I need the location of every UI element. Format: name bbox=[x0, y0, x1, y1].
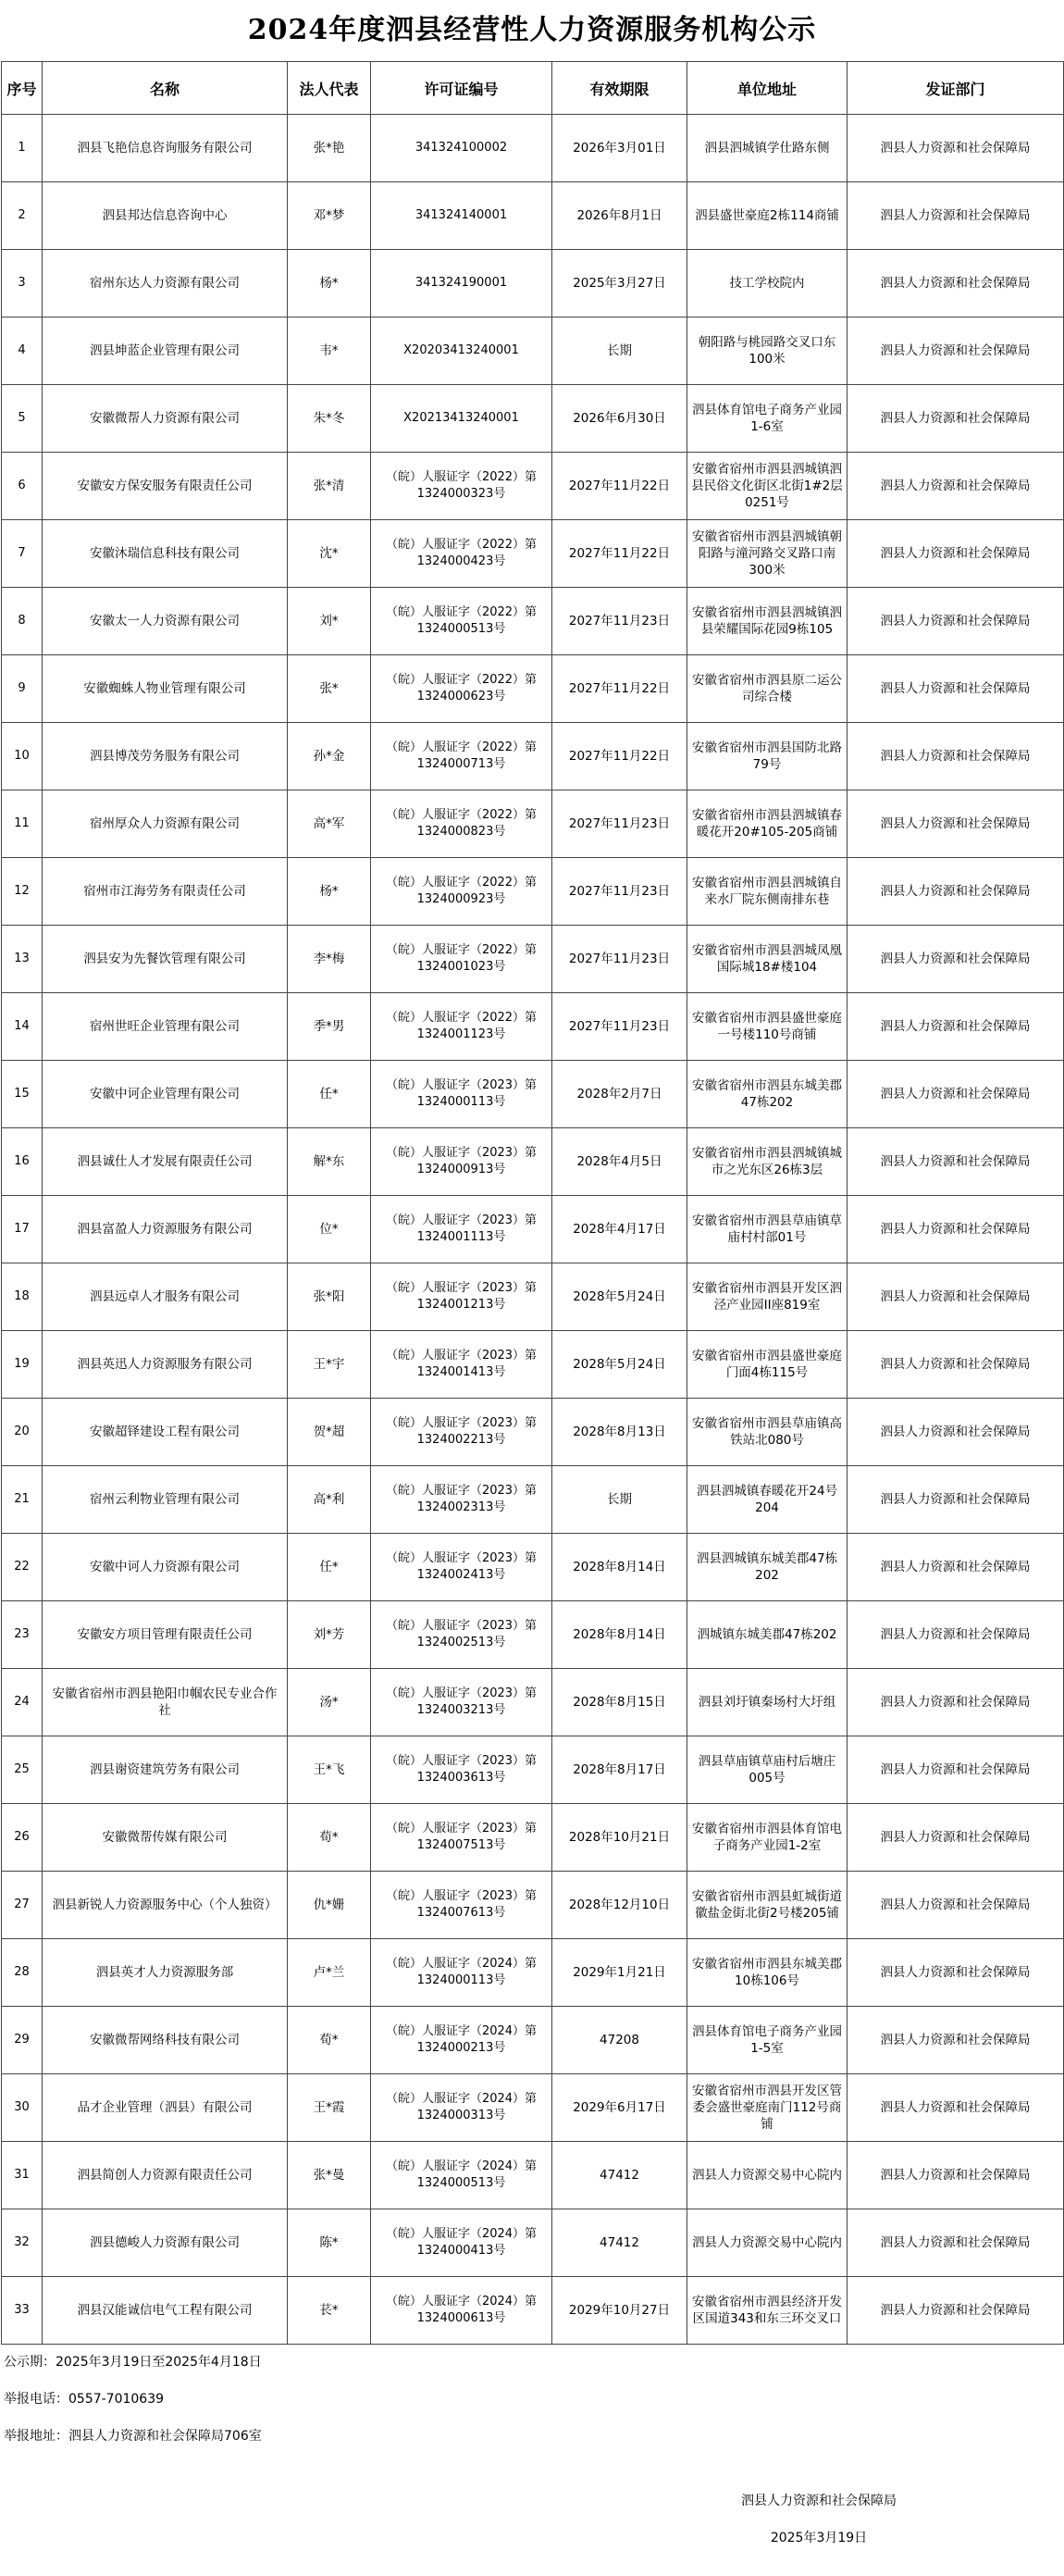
cell-index: 16 bbox=[2, 1128, 43, 1196]
cell-index: 18 bbox=[2, 1263, 43, 1331]
cell-license: （皖）人服证字（2022）第1324001123号 bbox=[371, 993, 552, 1061]
cell-legal-rep: 解*东 bbox=[288, 1128, 371, 1196]
agency-table bbox=[1, 61, 1064, 2345]
cell-validity: 2027年11月23日 bbox=[552, 858, 687, 926]
cell-validity: 2027年11月22日 bbox=[552, 520, 687, 588]
cell-issuer: 泗县人力资源和社会保障局 bbox=[847, 1872, 1064, 1939]
cell-validity: 2027年11月23日 bbox=[552, 926, 687, 993]
cell-name: 安徽沐瑞信息科技有限公司 bbox=[43, 520, 288, 588]
header-legal-rep: 法人代表 bbox=[288, 62, 371, 115]
cell-issuer: 泗县人力资源和社会保障局 bbox=[847, 723, 1064, 790]
cell-validity: 2028年5月24日 bbox=[552, 1263, 687, 1331]
cell-legal-rep: 汤* bbox=[288, 1669, 371, 1736]
cell-issuer: 泗县人力资源和社会保障局 bbox=[847, 1331, 1064, 1399]
cell-address: 安徽省宿州市泗县泗城镇城市之光东区26栋3层 bbox=[687, 1128, 847, 1196]
cell-index: 5 bbox=[2, 385, 43, 453]
cell-legal-rep: 刘*芳 bbox=[288, 1601, 371, 1669]
cell-name: 安徽省宿州市泗县艳阳巾帼农民专业合作社 bbox=[43, 1669, 288, 1736]
cell-validity: 2028年8月15日 bbox=[552, 1669, 687, 1736]
cell-legal-rep: 荀* bbox=[288, 2007, 371, 2074]
cell-validity: 2028年2月7日 bbox=[552, 1061, 687, 1128]
cell-index: 3 bbox=[2, 250, 43, 317]
cell-license: （皖）人服证字（2023）第1324002413号 bbox=[371, 1534, 552, 1601]
header-address: 单位地址 bbox=[687, 62, 847, 115]
cell-legal-rep: 高*军 bbox=[288, 790, 371, 858]
cell-issuer: 泗县人力资源和社会保障局 bbox=[847, 1466, 1064, 1534]
signature-org: 泗县人力资源和社会保障局 bbox=[741, 2494, 897, 2508]
table-row bbox=[2, 1736, 1064, 1804]
cell-license: X20213413240001 bbox=[371, 385, 552, 453]
cell-name: 安徽超铎建设工程有限公司 bbox=[43, 1399, 288, 1466]
cell-name: 安徽微帮传媒有限公司 bbox=[43, 1804, 288, 1872]
cell-index: 27 bbox=[2, 1872, 43, 1939]
cell-legal-rep: 贺*超 bbox=[288, 1399, 371, 1466]
table-row bbox=[2, 1128, 1064, 1196]
header-validity: 有效期限 bbox=[552, 62, 687, 115]
cell-legal-rep: 杨* bbox=[288, 250, 371, 317]
cell-address: 安徽省宿州市泗县泗城镇泗县民俗文化街区北街1#2层0251号 bbox=[687, 453, 847, 520]
cell-issuer: 泗县人力资源和社会保障局 bbox=[847, 1939, 1064, 2007]
cell-legal-rep: 孙*金 bbox=[288, 723, 371, 790]
cell-validity: 2029年10月27日 bbox=[552, 2277, 687, 2345]
cell-issuer: 泗县人力资源和社会保障局 bbox=[847, 520, 1064, 588]
table-row bbox=[2, 1939, 1064, 2007]
cell-validity: 2029年1月21日 bbox=[552, 1939, 687, 2007]
table-row bbox=[2, 588, 1064, 655]
cell-address: 安徽省宿州市泗县经济开发区国道343和东三环交叉口 bbox=[687, 2277, 847, 2345]
cell-issuer: 泗县人力资源和社会保障局 bbox=[847, 1669, 1064, 1736]
cell-issuer: 泗县人力资源和社会保障局 bbox=[847, 115, 1064, 182]
cell-name: 泗县安为先餐饮管理有限公司 bbox=[43, 926, 288, 993]
cell-license: （皖）人服证字（2023）第1324000913号 bbox=[371, 1128, 552, 1196]
cell-name: 安徽安方项目管理有限责任公司 bbox=[43, 1601, 288, 1669]
cell-legal-rep: 陈* bbox=[288, 2209, 371, 2277]
cell-license: （皖）人服证字（2023）第1324001413号 bbox=[371, 1331, 552, 1399]
cell-address: 安徽省宿州市泗县草庙镇草庙村村部01号 bbox=[687, 1196, 847, 1263]
cell-license: （皖）人服证字（2024）第1324000113号 bbox=[371, 1939, 552, 2007]
cell-license: （皖）人服证字（2023）第1324003613号 bbox=[371, 1736, 552, 1804]
cell-legal-rep: 韦* bbox=[288, 317, 371, 385]
cell-issuer: 泗县人力资源和社会保障局 bbox=[847, 1196, 1064, 1263]
cell-legal-rep: 苌* bbox=[288, 2277, 371, 2345]
cell-legal-rep: 刘* bbox=[288, 588, 371, 655]
report-phone: 举报电话：0557-7010639 bbox=[4, 2392, 165, 2407]
cell-legal-rep: 朱*冬 bbox=[288, 385, 371, 453]
header-index: 序号 bbox=[2, 62, 43, 115]
cell-index: 15 bbox=[2, 1061, 43, 1128]
cell-address: 泗县刘圩镇秦场村大圩组 bbox=[687, 1669, 847, 1736]
cell-license: （皖）人服证字（2024）第1324000313号 bbox=[371, 2074, 552, 2142]
cell-validity: 长期 bbox=[552, 1466, 687, 1534]
table-row bbox=[2, 926, 1064, 993]
cell-legal-rep: 张*艳 bbox=[288, 115, 371, 182]
cell-address: 泗县人力资源交易中心院内 bbox=[687, 2142, 847, 2209]
cell-address: 泗县体育馆电子商务产业园1-5室 bbox=[687, 2007, 847, 2074]
cell-name: 泗县新锐人力资源服务中心（个人独资） bbox=[43, 1872, 288, 1939]
cell-validity: 2028年8月14日 bbox=[552, 1534, 687, 1601]
cell-legal-rep: 王*霞 bbox=[288, 2074, 371, 2142]
cell-validity: 2028年10月21日 bbox=[552, 1804, 687, 1872]
cell-index: 30 bbox=[2, 2074, 43, 2142]
table-row bbox=[2, 1872, 1064, 1939]
cell-index: 28 bbox=[2, 1939, 43, 2007]
cell-issuer: 泗县人力资源和社会保障局 bbox=[847, 2277, 1064, 2345]
cell-legal-rep: 荀* bbox=[288, 1804, 371, 1872]
table-row bbox=[2, 790, 1064, 858]
cell-validity: 2028年5月24日 bbox=[552, 1331, 687, 1399]
cell-issuer: 泗县人力资源和社会保障局 bbox=[847, 1804, 1064, 1872]
cell-validity: 2028年8月13日 bbox=[552, 1399, 687, 1466]
cell-address: 泗城镇东城美郡47栋202 bbox=[687, 1601, 847, 1669]
cell-license: （皖）人服证字（2024）第1324000513号 bbox=[371, 2142, 552, 2209]
cell-address: 安徽省宿州市泗县开发区管委会盛世豪庭南门112号商铺 bbox=[687, 2074, 847, 2142]
cell-name: 泗县坤蓝企业管理有限公司 bbox=[43, 317, 288, 385]
cell-name: 宿州世旺企业管理有限公司 bbox=[43, 993, 288, 1061]
cell-validity: 2027年11月22日 bbox=[552, 655, 687, 723]
cell-name: 泗县邦达信息咨询中心 bbox=[43, 182, 288, 250]
cell-issuer: 泗县人力资源和社会保障局 bbox=[847, 588, 1064, 655]
cell-legal-rep: 王*宇 bbox=[288, 1331, 371, 1399]
cell-license: （皖）人服证字（2022）第1324000823号 bbox=[371, 790, 552, 858]
cell-name: 泗县博茂劳务服务有限公司 bbox=[43, 723, 288, 790]
table-row bbox=[2, 1601, 1064, 1669]
cell-validity: 2027年11月23日 bbox=[552, 790, 687, 858]
cell-legal-rep: 张*阳 bbox=[288, 1263, 371, 1331]
table-row bbox=[2, 182, 1064, 250]
header-license: 许可证编号 bbox=[371, 62, 552, 115]
cell-legal-rep: 李*梅 bbox=[288, 926, 371, 993]
table-row bbox=[2, 1263, 1064, 1331]
cell-legal-rep: 高*利 bbox=[288, 1466, 371, 1534]
cell-license: （皖）人服证字（2022）第1324000423号 bbox=[371, 520, 552, 588]
cell-index: 22 bbox=[2, 1534, 43, 1601]
table-row bbox=[2, 250, 1064, 317]
cell-legal-rep: 邓*梦 bbox=[288, 182, 371, 250]
cell-validity: 2027年11月22日 bbox=[552, 723, 687, 790]
cell-index: 9 bbox=[2, 655, 43, 723]
cell-address: 泗县泗城镇春暖花开24号204 bbox=[687, 1466, 847, 1534]
cell-legal-rep: 王*飞 bbox=[288, 1736, 371, 1804]
cell-validity: 2027年11月23日 bbox=[552, 588, 687, 655]
cell-license: （皖）人服证字（2022）第1324000623号 bbox=[371, 655, 552, 723]
cell-license: （皖）人服证字（2024）第1324000213号 bbox=[371, 2007, 552, 2074]
cell-index: 26 bbox=[2, 1804, 43, 1872]
table-row bbox=[2, 520, 1064, 588]
cell-validity: 2026年8月1日 bbox=[552, 182, 687, 250]
table-row bbox=[2, 1466, 1064, 1534]
cell-issuer: 泗县人力资源和社会保障局 bbox=[847, 655, 1064, 723]
cell-name: 安徽中诃企业管理有限公司 bbox=[43, 1061, 288, 1128]
cell-index: 17 bbox=[2, 1196, 43, 1263]
cell-index: 7 bbox=[2, 520, 43, 588]
cell-address: 安徽省宿州市泗县泗城凤凰国际城18#楼104 bbox=[687, 926, 847, 993]
cell-name: 泗县德峻人力资源有限公司 bbox=[43, 2209, 288, 2277]
cell-address: 安徽省宿州市泗县虹城街道徽盐金街北街2号楼205铺 bbox=[687, 1872, 847, 1939]
cell-index: 12 bbox=[2, 858, 43, 926]
table-row bbox=[2, 858, 1064, 926]
cell-name: 泗县远卓人才服务有限公司 bbox=[43, 1263, 288, 1331]
table-row bbox=[2, 453, 1064, 520]
report-address: 举报地址：泗县人力资源和社会保障局706室 bbox=[4, 2429, 262, 2444]
table-row bbox=[2, 1534, 1064, 1601]
table-row bbox=[2, 1669, 1064, 1736]
cell-license: （皖）人服证字（2022）第1324000713号 bbox=[371, 723, 552, 790]
cell-address: 泗县体育馆电子商务产业园1-6室 bbox=[687, 385, 847, 453]
cell-license: （皖）人服证字（2023）第1324002313号 bbox=[371, 1466, 552, 1534]
cell-issuer: 泗县人力资源和社会保障局 bbox=[847, 317, 1064, 385]
cell-address: 泗县盛世豪庭2栋114商铺 bbox=[687, 182, 847, 250]
cell-license: （皖）人服证字（2023）第1324002213号 bbox=[371, 1399, 552, 1466]
page-title: 2024年度泗县经营性人力资源服务机构公示 bbox=[247, 14, 817, 46]
cell-license: （皖）人服证字（2023）第1324007613号 bbox=[371, 1872, 552, 1939]
cell-name: 安徽微帮人力资源有限公司 bbox=[43, 385, 288, 453]
table-row bbox=[2, 1399, 1064, 1466]
cell-address: 安徽省宿州市泗县泗城镇春暖花开20#105-205商铺 bbox=[687, 790, 847, 858]
cell-name: 安徽蜘蛛人物业管理有限公司 bbox=[43, 655, 288, 723]
cell-address: 技工学校院内 bbox=[687, 250, 847, 317]
cell-name: 泗县英才人力资源服务部 bbox=[43, 1939, 288, 2007]
cell-name: 泗县富盈人力资源服务有限公司 bbox=[43, 1196, 288, 1263]
cell-validity: 47208 bbox=[552, 2007, 687, 2074]
cell-license: 341324190001 bbox=[371, 250, 552, 317]
cell-index: 4 bbox=[2, 317, 43, 385]
cell-name: 泗县飞艳信息咨询服务有限公司 bbox=[43, 115, 288, 182]
cell-legal-rep: 张* bbox=[288, 655, 371, 723]
cell-legal-rep: 季*男 bbox=[288, 993, 371, 1061]
cell-validity: 2028年12月10日 bbox=[552, 1872, 687, 1939]
cell-index: 19 bbox=[2, 1331, 43, 1399]
cell-validity: 2028年8月14日 bbox=[552, 1601, 687, 1669]
cell-index: 14 bbox=[2, 993, 43, 1061]
cell-index: 10 bbox=[2, 723, 43, 790]
table-row bbox=[2, 2074, 1064, 2142]
header-issuer: 发证部门 bbox=[847, 62, 1064, 115]
cell-issuer: 泗县人力资源和社会保障局 bbox=[847, 2209, 1064, 2277]
cell-address: 安徽省宿州市泗县开发区泗泾产业园II座819室 bbox=[687, 1263, 847, 1331]
table-row bbox=[2, 2277, 1064, 2345]
cell-index: 1 bbox=[2, 115, 43, 182]
table-row bbox=[2, 317, 1064, 385]
cell-index: 24 bbox=[2, 1669, 43, 1736]
cell-issuer: 泗县人力资源和社会保障局 bbox=[847, 182, 1064, 250]
table-row bbox=[2, 2007, 1064, 2074]
cell-index: 25 bbox=[2, 1736, 43, 1804]
cell-name: 泗县英迅人力资源服务有限公司 bbox=[43, 1331, 288, 1399]
cell-address: 安徽省宿州市泗县原二运公司综合楼 bbox=[687, 655, 847, 723]
table-row bbox=[2, 993, 1064, 1061]
cell-index: 32 bbox=[2, 2209, 43, 2277]
cell-license: 341324140001 bbox=[371, 182, 552, 250]
cell-name: 品才企业管理（泗县）有限公司 bbox=[43, 2074, 288, 2142]
cell-legal-rep: 张*曼 bbox=[288, 2142, 371, 2209]
cell-address: 安徽省宿州市泗县盛世豪庭一号楼110号商铺 bbox=[687, 993, 847, 1061]
cell-index: 31 bbox=[2, 2142, 43, 2209]
cell-license: （皖）人服证字（2023）第1324002513号 bbox=[371, 1601, 552, 1669]
cell-validity: 2025年3月27日 bbox=[552, 250, 687, 317]
cell-name: 安徽安方保安服务有限责任公司 bbox=[43, 453, 288, 520]
cell-issuer: 泗县人力资源和社会保障局 bbox=[847, 453, 1064, 520]
cell-address: 泗县人力资源交易中心院内 bbox=[687, 2209, 847, 2277]
cell-address: 泗县泗城镇学仕路东侧 bbox=[687, 115, 847, 182]
table-row bbox=[2, 385, 1064, 453]
cell-address: 安徽省宿州市泗县泗城镇泗县荣耀国际花园9栋105 bbox=[687, 588, 847, 655]
cell-address: 安徽省宿州市泗县泗城镇朝阳路与潼河路交叉路口南300米 bbox=[687, 520, 847, 588]
cell-issuer: 泗县人力资源和社会保障局 bbox=[847, 926, 1064, 993]
cell-license: （皖）人服证字（2023）第1324001213号 bbox=[371, 1263, 552, 1331]
cell-validity: 2026年3月01日 bbox=[552, 115, 687, 182]
cell-name: 宿州厚众人力资源有限公司 bbox=[43, 790, 288, 858]
cell-validity: 47412 bbox=[552, 2142, 687, 2209]
cell-license: 341324100002 bbox=[371, 115, 552, 182]
table-row bbox=[2, 1061, 1064, 1128]
cell-legal-rep: 张*清 bbox=[288, 453, 371, 520]
cell-validity: 2028年4月5日 bbox=[552, 1128, 687, 1196]
table-row bbox=[2, 2209, 1064, 2277]
cell-index: 20 bbox=[2, 1399, 43, 1466]
cell-name: 安徽微帮网络科技有限公司 bbox=[43, 2007, 288, 2074]
table-row bbox=[2, 1331, 1064, 1399]
cell-license: （皖）人服证字（2024）第1324000413号 bbox=[371, 2209, 552, 2277]
cell-index: 6 bbox=[2, 453, 43, 520]
publicity-period: 公示期：2025年3月19日至2025年4月18日 bbox=[4, 2355, 262, 2370]
table-row bbox=[2, 115, 1064, 182]
cell-address: 朝阳路与桃园路交叉口东100米 bbox=[687, 317, 847, 385]
table-row bbox=[2, 1804, 1064, 1872]
cell-license: （皖）人服证字（2022）第1324001023号 bbox=[371, 926, 552, 993]
table-header bbox=[2, 62, 1064, 115]
cell-license: （皖）人服证字（2022）第1324000923号 bbox=[371, 858, 552, 926]
cell-validity: 2027年11月23日 bbox=[552, 993, 687, 1061]
cell-license: （皖）人服证字（2023）第1324007513号 bbox=[371, 1804, 552, 1872]
cell-name: 宿州东达人力资源有限公司 bbox=[43, 250, 288, 317]
cell-issuer: 泗县人力资源和社会保障局 bbox=[847, 1263, 1064, 1331]
cell-name: 宿州市江海劳务有限责任公司 bbox=[43, 858, 288, 926]
cell-license: （皖）人服证字（2022）第1324000513号 bbox=[371, 588, 552, 655]
cell-index: 33 bbox=[2, 2277, 43, 2345]
cell-address: 安徽省宿州市泗县东城美郡10栋106号 bbox=[687, 1939, 847, 2007]
cell-validity: 2028年4月17日 bbox=[552, 1196, 687, 1263]
cell-issuer: 泗县人力资源和社会保障局 bbox=[847, 858, 1064, 926]
cell-license: （皖）人服证字（2024）第1324000613号 bbox=[371, 2277, 552, 2345]
cell-license: （皖）人服证字（2023）第1324001113号 bbox=[371, 1196, 552, 1263]
cell-license: （皖）人服证字（2023）第1324003213号 bbox=[371, 1669, 552, 1736]
cell-name: 宿州云利物业管理有限公司 bbox=[43, 1466, 288, 1534]
cell-index: 29 bbox=[2, 2007, 43, 2074]
cell-address: 安徽省宿州市泗县国防北路79号 bbox=[687, 723, 847, 790]
cell-address: 安徽省宿州市泗县草庙镇高铁站北080号 bbox=[687, 1399, 847, 1466]
cell-legal-rep: 任* bbox=[288, 1534, 371, 1601]
table-row bbox=[2, 2142, 1064, 2209]
cell-legal-rep: 沈* bbox=[288, 520, 371, 588]
signature-date: 2025年3月19日 bbox=[770, 2531, 868, 2545]
cell-legal-rep: 任* bbox=[288, 1061, 371, 1128]
cell-license: （皖）人服证字（2023）第1324000113号 bbox=[371, 1061, 552, 1128]
cell-name: 安徽太一人力资源有限公司 bbox=[43, 588, 288, 655]
cell-validity: 2028年8月17日 bbox=[552, 1736, 687, 1804]
cell-validity: 2026年6月30日 bbox=[552, 385, 687, 453]
cell-legal-rep: 仇*姗 bbox=[288, 1872, 371, 1939]
cell-issuer: 泗县人力资源和社会保障局 bbox=[847, 2074, 1064, 2142]
cell-index: 23 bbox=[2, 1601, 43, 1669]
cell-index: 2 bbox=[2, 182, 43, 250]
table-row bbox=[2, 1196, 1064, 1263]
cell-issuer: 泗县人力资源和社会保障局 bbox=[847, 1534, 1064, 1601]
cell-name: 泗县诚仕人才发展有限责任公司 bbox=[43, 1128, 288, 1196]
cell-issuer: 泗县人力资源和社会保障局 bbox=[847, 1736, 1064, 1804]
cell-address: 安徽省宿州市泗县泗城镇自来水厂院东侧南排东巷 bbox=[687, 858, 847, 926]
cell-name: 泗县谢资建筑劳务有限公司 bbox=[43, 1736, 288, 1804]
cell-issuer: 泗县人力资源和社会保障局 bbox=[847, 993, 1064, 1061]
cell-address: 泗县泗城镇东城美郡47栋202 bbox=[687, 1534, 847, 1601]
cell-address: 泗县草庙镇草庙村后塘庄005号 bbox=[687, 1736, 847, 1804]
cell-name: 泗县简创人力资源有限责任公司 bbox=[43, 2142, 288, 2209]
cell-issuer: 泗县人力资源和社会保障局 bbox=[847, 2007, 1064, 2074]
cell-legal-rep: 位* bbox=[288, 1196, 371, 1263]
cell-issuer: 泗县人力资源和社会保障局 bbox=[847, 250, 1064, 317]
cell-address: 安徽省宿州市泗县体育馆电子商务产业园1-2室 bbox=[687, 1804, 847, 1872]
cell-legal-rep: 卢*兰 bbox=[288, 1939, 371, 2007]
cell-issuer: 泗县人力资源和社会保障局 bbox=[847, 790, 1064, 858]
cell-validity: 47412 bbox=[552, 2209, 687, 2277]
table-row bbox=[2, 723, 1064, 790]
cell-name: 泗县汉能诚信电气工程有限公司 bbox=[43, 2277, 288, 2345]
cell-name: 安徽中诃人力资源有限公司 bbox=[43, 1534, 288, 1601]
cell-license: （皖）人服证字（2022）第1324000323号 bbox=[371, 453, 552, 520]
cell-index: 11 bbox=[2, 790, 43, 858]
cell-issuer: 泗县人力资源和社会保障局 bbox=[847, 1061, 1064, 1128]
cell-validity: 长期 bbox=[552, 317, 687, 385]
cell-index: 21 bbox=[2, 1466, 43, 1534]
cell-address: 安徽省宿州市泗县盛世豪庭门面4栋115号 bbox=[687, 1331, 847, 1399]
table-body bbox=[2, 115, 1064, 2345]
cell-license: X20203413240001 bbox=[371, 317, 552, 385]
cell-index: 13 bbox=[2, 926, 43, 993]
table-row bbox=[2, 655, 1064, 723]
cell-validity: 2027年11月22日 bbox=[552, 453, 687, 520]
cell-issuer: 泗县人力资源和社会保障局 bbox=[847, 1601, 1064, 1669]
header-name: 名称 bbox=[43, 62, 288, 115]
cell-issuer: 泗县人力资源和社会保障局 bbox=[847, 385, 1064, 453]
cell-address: 安徽省宿州市泗县东城美郡47栋202 bbox=[687, 1061, 847, 1128]
cell-issuer: 泗县人力资源和社会保障局 bbox=[847, 1399, 1064, 1466]
cell-legal-rep: 杨* bbox=[288, 858, 371, 926]
cell-issuer: 泗县人力资源和社会保障局 bbox=[847, 1128, 1064, 1196]
cell-index: 8 bbox=[2, 588, 43, 655]
cell-validity: 2029年6月17日 bbox=[552, 2074, 687, 2142]
cell-issuer: 泗县人力资源和社会保障局 bbox=[847, 2142, 1064, 2209]
